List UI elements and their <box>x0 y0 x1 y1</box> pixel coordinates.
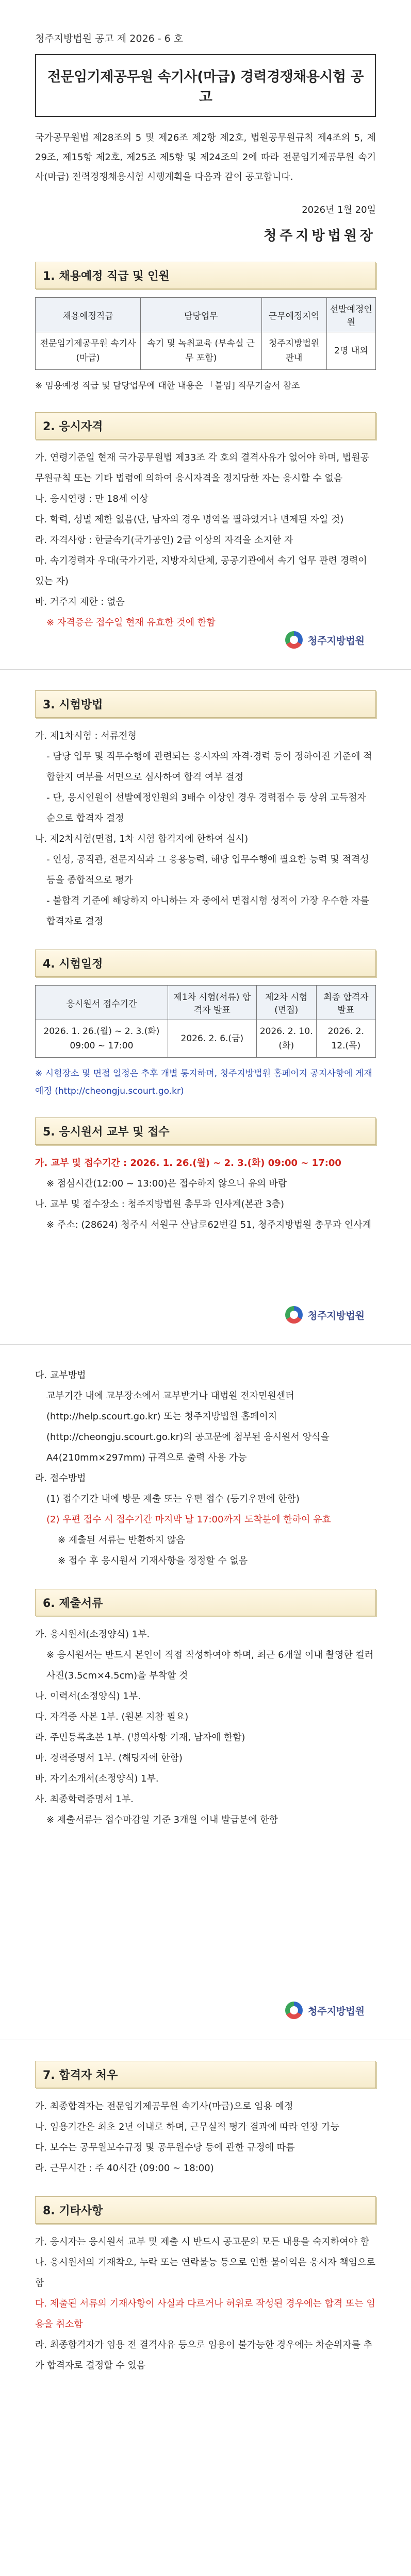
court-emblem-icon <box>285 2002 303 2019</box>
table-row <box>36 332 376 370</box>
table-header: 채용예정직급 <box>36 298 141 332</box>
exam-method-list <box>35 726 376 932</box>
list-item: 다. 학력, 성별 제한 없음(단, 남자의 경우 병역을 필하였거나 면제된 자일 것) <box>35 514 344 525</box>
court-website-link[interactable]: (http://cheongju.scourt.go.kr) <box>55 1086 184 1096</box>
section-title-5: 5. 응시원서 교부 및 접수 <box>35 1117 376 1145</box>
section-title-1: 1. 채용예정 직급 및 인원 <box>35 262 376 289</box>
list-item: 나. 응시원서의 기재착오, 누락 또는 연락불능 등으로 인한 불이익은 응시자 책임으로 함 <box>35 2257 375 2289</box>
list-item: 가. 교부 및 접수기간 : 2026. 1. 26.(월) ~ 2. 3.(화) 09:00 ~ 17:00 <box>35 1158 341 1168</box>
application-list <box>35 1153 376 1235</box>
list-item: ※ 응시원서는 반드시 본인이 직접 작성하여야 하며, 최근 6개월 이내 촬영한 컬러사진(3.5cm×4.5cm)을 부착할 것 <box>46 1650 374 1681</box>
table-header: 제1차 시험(서류) 합격자 발표 <box>168 986 256 1020</box>
list-item: ※ 접수 후 응시원서 기재사항을 정정할 수 없음 <box>58 1555 248 1566</box>
footer-org-name: 청주지방법원 <box>307 635 365 647</box>
schedule-table <box>35 985 376 1058</box>
list-item: ※ 제출서류는 접수마감일 기준 3개월 이내 발급분에 한함 <box>46 1815 278 1825</box>
schedule-note-text: ※ 시험장소 및 면접 일정은 추후 개별 통지하며, 청주지방법원 홈페이지 공지사항에 게재 예정 <box>35 1069 372 1096</box>
table-cell: 2026. 2. 6.(금) <box>168 1020 256 1058</box>
list-item: 라. 접수방법 <box>35 1473 86 1484</box>
table-cell: 전문임기제공무원 속기사(마급) <box>36 332 141 370</box>
document-page-4 <box>0 2040 411 2576</box>
list-item: 가. 응시원서(소정양식) 1부. <box>35 1629 150 1640</box>
list-item: 라. 최종합격자가 임용 전 결격사유 등으로 임용이 불가능한 경우에는 차순위자를 추가 합격자로 결정할 수 있음 <box>35 2340 373 2371</box>
table-header: 담당업무 <box>140 298 261 332</box>
table-cell: 속기 및 녹취교육 (부속실 근무 포함) <box>140 332 261 370</box>
list-item: - 단, 응시인원이 선발예정인원의 3배수 이상인 경우 경력점수 등 상위 고득점자 순으로 합격자 결정 <box>46 792 366 824</box>
footer-org-name: 청주지방법원 <box>307 1310 365 1321</box>
list-item: - 불합격 기준에 해당하지 아니하는 자 중에서 면접시험 성적이 가장 우수한 자를 합격자로 결정 <box>46 895 369 927</box>
document-page-2 <box>0 670 411 1345</box>
documents-list <box>35 1624 376 1831</box>
section-title-8: 8. 기타사항 <box>35 2196 376 2224</box>
list-item: - 인성, 공직관, 전문지식과 그 응용능력, 해당 업무수행에 필요한 능력 및 적격성 등을 종합적으로 평가 <box>46 854 369 886</box>
table-cell: 2026. 1. 26.(월) ~ 2. 3.(화) 09:00 ~ 17:00 <box>36 1020 168 1058</box>
section-title-4: 4. 시험일정 <box>35 950 376 977</box>
list-item: 나. 제2차시험(면접, 1차 시험 합격자에 한하여 실시) <box>35 834 249 844</box>
position-table <box>35 297 376 370</box>
court-emblem-icon <box>285 1306 303 1324</box>
section-title-6: 6. 제출서류 <box>35 1589 376 1616</box>
table-header: 응시원서 접수기간 <box>36 986 168 1020</box>
section-title-3: 3. 시험방법 <box>35 690 376 718</box>
list-item: 나. 교부 및 접수장소 : 청주지방법원 총무과 인사계(본관 3층) <box>35 1199 284 1210</box>
list-item: 다. 제출된 서류의 기재사항이 사실과 다르거나 허위로 작성된 경우에는 합격 또는 임용을 취소함 <box>35 2298 375 2330</box>
table-header: 선발예정인원 <box>326 298 375 332</box>
list-item: - 담당 업무 및 직무수행에 관련되는 응시자의 자격·경력 등이 정하여진 기준에 적합한지 여부를 서면으로 심사하여 합격 여부 결정 <box>46 751 372 783</box>
list-item: 나. 임용기간은 최초 2년 이내로 하며, 근무실적 평가 결과에 따라 연장 가능 <box>35 2122 340 2132</box>
list-item: 라. 주민등록초본 1부. (병역사항 기재, 남자에 한함) <box>35 1732 245 1743</box>
table-cell: 2026. 2. 10.(화) <box>256 1020 316 1058</box>
table-cell: 2026. 2. 12.(목) <box>316 1020 375 1058</box>
treatment-list <box>35 2096 376 2179</box>
list-item: 가. 응시자는 응시원서 교부 및 제출 시 반드시 공고문의 모든 내용을 숙지하여야 함 <box>35 2236 370 2247</box>
list-item: (1) 접수기간 내에 방문 제출 또는 우편 접수 (등기우편에 한함) <box>46 1494 300 1504</box>
list-item: 가. 최종합격자는 전문임기제공무원 속기사(마급)으로 임용 예정 <box>35 2101 293 2112</box>
table-header: 근무예정지역 <box>261 298 326 332</box>
list-item: 바. 자기소개서(소정양식) 1부. <box>35 1773 159 1784</box>
court-logo <box>285 1306 365 1324</box>
list-item: (2) 우편 접수 시 접수기간 마지막 날 17:00까지 도착분에 한하여 유효 <box>46 1514 331 1525</box>
schedule-note <box>35 1065 376 1100</box>
table-cell: 2명 내외 <box>326 332 375 370</box>
issuing-org: 청주지방법원장 <box>264 228 376 244</box>
section-title-7: 7. 합격자 처우 <box>35 2061 376 2088</box>
list-item: ※ 자격증은 접수일 현재 유효한 것에 한함 <box>46 617 216 628</box>
list-item: 마. 경력증명서 1부. (해당자에 한함) <box>35 1753 183 1764</box>
notice-date: 2026년 1월 20일 <box>302 205 376 215</box>
list-item: 마. 속기경력자 우대(국가기관, 지방자치단체, 공공기관에서 속기 업무 관련 경력이 있는 자) <box>35 555 367 587</box>
table-header: 제2차 시험 (면접) <box>256 986 316 1020</box>
eligibility-list <box>35 448 376 633</box>
list-item: 바. 거주지 제한 : 없음 <box>35 597 125 607</box>
application-list-continued <box>35 1365 376 1571</box>
list-item: ※ 주소: (28624) 청주시 서원구 산남로62번길 51, 청주지방법원 총무과 인사계 <box>46 1219 372 1230</box>
list-item: 라. 자격사항 : 한글속기(국가공인) 2급 이상의 자격을 소지한 자 <box>35 535 293 546</box>
table-row <box>36 1020 376 1058</box>
list-item: 라. 근무시간 : 주 40시간 (09:00 ~ 18:00) <box>35 2163 214 2174</box>
other-matters-list <box>35 2232 376 2376</box>
intro-paragraph: 국가공무원법 제28조의 5 및 제26조 제2항 제2호, 법원공무원규칙 제4조의 5, 제29조, 제15항 제2호, 제25조 제5항 및 제24조의 2에 따라 전문임기제공무원 속기사(마급) 전력경쟁채용시험 시행계획을 다음과 같이 공고합니다. <box>35 132 376 182</box>
document-page-3 <box>0 1345 411 2040</box>
list-item: 다. 보수는 공무원보수규정 및 공무원수당 등에 관한 규정에 따름 <box>35 2142 295 2153</box>
list-item: 사. 최종학력증명서 1부. <box>35 1794 134 1805</box>
footer-org-name: 청주지방법원 <box>307 2005 365 2017</box>
list-item: 다. 자격증 사본 1부. (원본 지참 필요) <box>35 1711 189 1722</box>
notice-title: 전문임기제공무원 속기사(마급) 경력경쟁채용시험 공고 <box>35 54 376 117</box>
court-emblem-icon <box>285 631 303 649</box>
court-logo <box>285 631 365 649</box>
list-item: ※ 점심시간(12:00 ~ 13:00)은 접수하지 않으니 유의 바람 <box>46 1178 287 1189</box>
list-item: 가. 연령기준일 현재 국가공무원법 제33조 각 호의 결격사유가 없어야 하며, 법원공무원규칙 또는 기타 법령에 의하여 응시자격을 정지당한 자는 응시할 수 없음 <box>35 452 369 484</box>
table-cell: 청주지방법원 관내 <box>261 332 326 370</box>
notice-number: 청주지방법원 공고 제 2026 - 6 호 <box>35 33 184 44</box>
table-header: 최종 합격자 발표 <box>316 986 375 1020</box>
table-note: ※ 임용예정 직급 및 담당업무에 대한 내용은 「붙임] 직무기술서 참조 <box>35 381 300 391</box>
section-title-2: 2. 응시자격 <box>35 412 376 439</box>
list-item: ※ 제출된 서류는 반환하지 않음 <box>58 1535 185 1546</box>
list-item: 나. 이력서(소정양식) 1부. <box>35 1691 141 1702</box>
list-item: 가. 제1차시험 : 서류전형 <box>35 731 137 741</box>
list-item: 교부기간 내에 교부장소에서 교부받거나 대법원 전자민원센터(http://help.scourt.go.kr) 또는 청주지방법원 홈페이지(http://cheongju.scourt.go.kr)의 공고문에 첨부된 응시원서 양식을 A4(210mm×297mm) 규격으로 출력 사용 가능 <box>46 1391 330 1463</box>
list-item: 다. 교부방법 <box>35 1370 86 1381</box>
court-logo <box>285 2002 365 2019</box>
list-item: 나. 응시연령 : 만 18세 이상 <box>35 494 149 504</box>
document-page-1 <box>0 0 411 670</box>
